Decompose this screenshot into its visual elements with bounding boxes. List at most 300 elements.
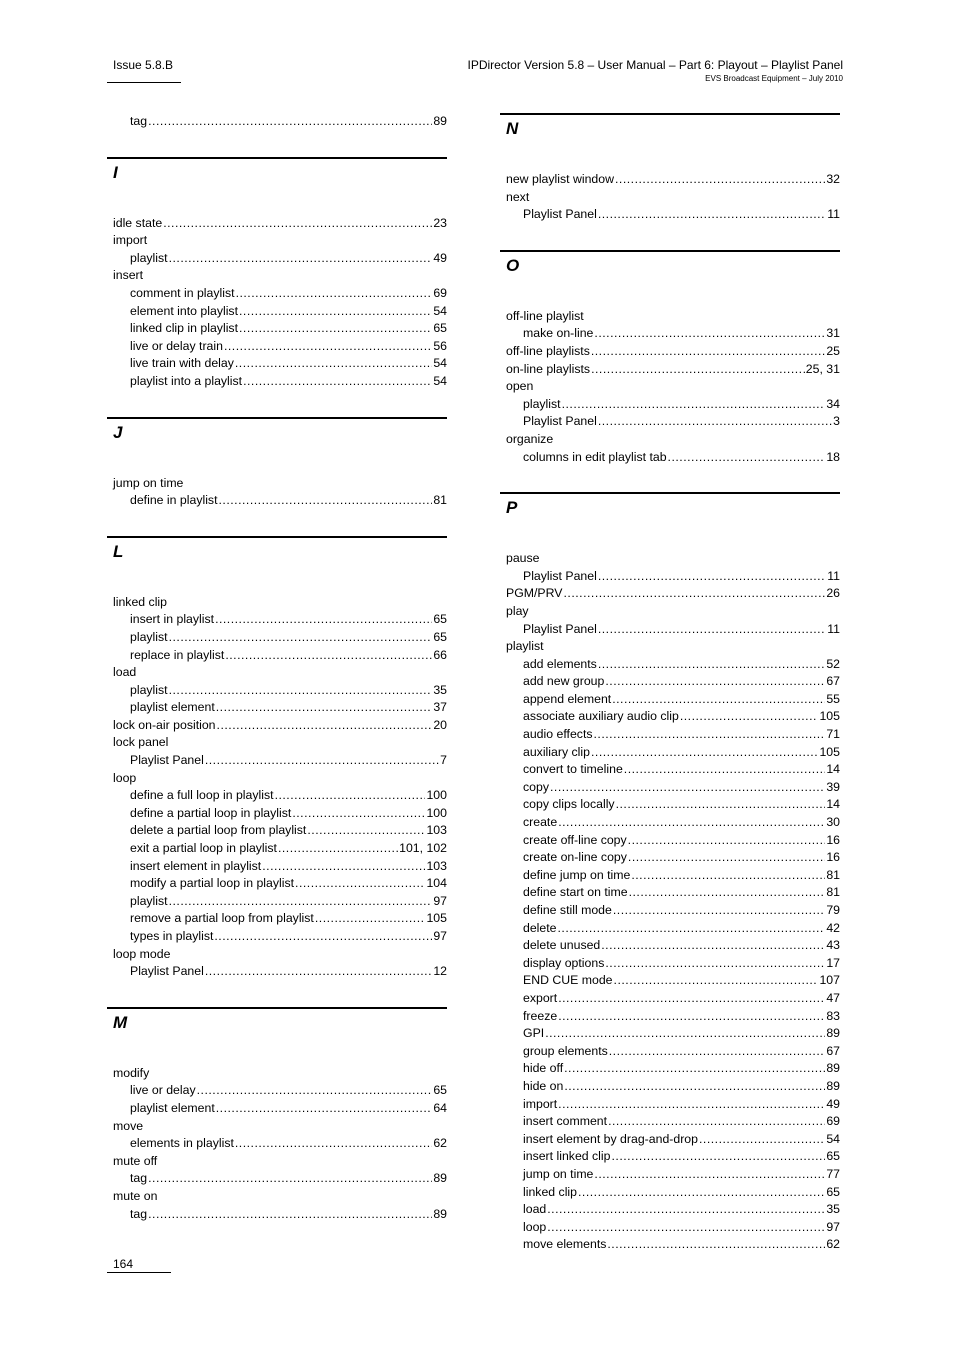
- dot-leader: [169, 629, 433, 647]
- index-term: copy: [523, 779, 549, 794]
- index-page-ref: 31: [826, 326, 840, 341]
- dot-leader: [315, 910, 426, 928]
- index-letter-heading: [107, 157, 447, 215]
- dot-leader: [594, 1166, 825, 1184]
- index-page-ref: 100: [426, 805, 447, 820]
- index-term: append element: [523, 691, 612, 706]
- dot-leader: [217, 717, 433, 735]
- footer-rule: [107, 1272, 171, 1273]
- index-page-ref: 30: [826, 815, 840, 830]
- index-subentry: [506, 656, 840, 674]
- index-subentry: [506, 990, 840, 1008]
- index-page-ref: 54: [433, 373, 447, 388]
- index-term: open: [506, 379, 534, 394]
- index-term: hide off: [523, 1061, 564, 1076]
- index-term: add new group: [523, 674, 605, 689]
- index-term: playlist: [506, 639, 544, 654]
- index-page-ref: 97: [826, 1219, 840, 1234]
- dot-leader: [239, 320, 432, 338]
- index-subentry: [113, 682, 447, 700]
- section-gap: [113, 131, 447, 157]
- dot-leader: [624, 761, 826, 779]
- index-page-ref: 18: [826, 449, 840, 464]
- index-term: load: [523, 1202, 547, 1217]
- index-page-ref: 25: [826, 343, 840, 358]
- index-subentry: [113, 338, 447, 356]
- index-subentry: [113, 285, 447, 303]
- index-subentry: [506, 325, 840, 343]
- dot-leader: [216, 1100, 433, 1118]
- index-entry: [113, 946, 447, 964]
- index-term: comment in playlist: [130, 285, 235, 300]
- index-term: loop: [113, 770, 137, 785]
- dot-leader: [550, 779, 825, 797]
- index-term: group elements: [523, 1043, 608, 1058]
- index-page-ref: 12: [433, 964, 447, 979]
- index-subentry: [113, 752, 447, 770]
- index-entry: [113, 232, 447, 250]
- index-subentry: [506, 206, 840, 224]
- index-page-ref: 66: [433, 647, 447, 662]
- index-subentry: [113, 805, 447, 823]
- index-subentry: [506, 449, 840, 467]
- index-term: tag: [130, 1206, 148, 1221]
- index-page-ref: 55: [826, 691, 840, 706]
- index-subentry: [113, 1082, 447, 1100]
- dot-leader: [558, 814, 825, 832]
- index-page-ref: 3: [833, 414, 840, 429]
- index-subentry: [113, 822, 447, 840]
- index-term: Playlist Panel: [523, 568, 597, 583]
- dot-leader: [608, 1113, 825, 1131]
- index-page-ref: 67: [826, 674, 840, 689]
- index-subentry: [506, 761, 840, 779]
- index-term: modify: [113, 1065, 150, 1080]
- index-page-ref: 100: [426, 788, 447, 803]
- index-column-right: [506, 113, 840, 1254]
- index-subentry: [113, 893, 447, 911]
- index-page-ref: 11: [827, 568, 840, 583]
- dot-leader: [205, 963, 432, 981]
- dot-leader: [628, 849, 825, 867]
- index-page-ref: 65: [826, 1149, 840, 1164]
- index-term: delete a partial loop from playlist: [130, 823, 307, 838]
- index-term: jump on time: [523, 1166, 594, 1181]
- dot-leader: [605, 673, 825, 691]
- dot-leader: [225, 647, 432, 665]
- section-gap: [506, 466, 840, 492]
- index-subentry: [506, 779, 840, 797]
- index-subentry: [113, 840, 447, 858]
- index-page-ref: 89: [826, 1026, 840, 1041]
- index-letter-heading: [500, 250, 840, 308]
- index-term: remove a partial loop from playlist: [130, 911, 314, 926]
- dot-leader: [547, 1219, 825, 1237]
- index-page-ref: 71: [826, 727, 840, 742]
- index-subentry: [113, 1135, 447, 1153]
- dot-leader: [631, 867, 825, 885]
- index-term: insert element in playlist: [130, 858, 262, 873]
- index-term: load: [113, 665, 137, 680]
- dot-leader: [197, 1082, 433, 1100]
- dot-leader: [558, 1096, 825, 1114]
- index-term: playlist into a playlist: [130, 373, 243, 388]
- dot-leader: [236, 285, 433, 303]
- dot-leader: [558, 1008, 825, 1026]
- index-term: off-line playlists: [506, 343, 590, 358]
- dot-leader: [235, 1135, 432, 1153]
- index-subentry: [113, 928, 447, 946]
- index-term: audio effects: [523, 727, 593, 742]
- index-page-ref: 62: [433, 1136, 447, 1151]
- index-term: END CUE mode: [523, 973, 613, 988]
- index-term: make on-line: [523, 326, 594, 341]
- index-page-ref: 23: [433, 215, 447, 230]
- dot-leader: [578, 1184, 825, 1202]
- index-subentry: [506, 413, 840, 431]
- index-letter-heading: [500, 492, 840, 550]
- index-page-ref: 25, 31: [805, 361, 840, 376]
- index-term: modify a partial loop in playlist: [130, 876, 295, 891]
- index-term: define a partial loop in playlist: [130, 805, 292, 820]
- index-page-ref: 11: [827, 621, 840, 636]
- index-page-ref: 97: [433, 893, 447, 908]
- dot-leader: [564, 1060, 825, 1078]
- dot-leader: [169, 893, 433, 911]
- index-page-ref: 43: [826, 938, 840, 953]
- dot-leader: [614, 972, 819, 990]
- index-subentry: [113, 113, 447, 131]
- index-term: linked clip: [523, 1184, 577, 1199]
- index-page-ref: 52: [826, 656, 840, 671]
- index-term: jump on time: [113, 475, 184, 490]
- index-letter: L: [113, 541, 124, 561]
- index-letter: P: [506, 498, 518, 518]
- index-term: Playlist Panel: [523, 621, 597, 636]
- index-page-ref: 69: [826, 1114, 840, 1129]
- dot-leader: [295, 875, 425, 893]
- index-entry: [506, 189, 840, 207]
- index-term: convert to timeline: [523, 762, 623, 777]
- index-term: live or delay train: [130, 338, 223, 353]
- index-term: exit a partial loop in playlist: [130, 841, 277, 856]
- index-page-ref: 65: [433, 321, 447, 336]
- index-subentry: [506, 568, 840, 586]
- index-subentry: [506, 1131, 840, 1149]
- index-page-ref: 37: [433, 700, 447, 715]
- dot-leader: [215, 611, 432, 629]
- index-term: auxiliary clip: [523, 744, 590, 759]
- index-subentry: [113, 320, 447, 338]
- dot-leader: [564, 585, 826, 603]
- index-subentry: [113, 1206, 447, 1224]
- index-subentry: [506, 1166, 840, 1184]
- index-term: Playlist Panel: [523, 414, 597, 429]
- dot-leader: [307, 822, 425, 840]
- index-page-ref: 49: [826, 1096, 840, 1111]
- dot-leader: [598, 621, 826, 639]
- index-subentry: [113, 1170, 447, 1188]
- dot-leader: [262, 858, 425, 876]
- index-page-ref: 89: [433, 114, 447, 128]
- index-entry: [506, 431, 840, 449]
- index-subentry: [506, 1060, 840, 1078]
- dot-leader: [148, 1170, 432, 1188]
- header-left-rule: [107, 82, 181, 83]
- index-page-ref: 14: [826, 797, 840, 812]
- index-page-ref: 42: [826, 920, 840, 935]
- dot-leader: [547, 1201, 825, 1219]
- index-subentry: [506, 814, 840, 832]
- dot-leader: [699, 1131, 825, 1149]
- index-subentry: [506, 1201, 840, 1219]
- index-page-ref: 54: [433, 356, 447, 371]
- index-term: replace in playlist: [130, 647, 225, 662]
- dot-leader: [668, 449, 826, 467]
- dot-leader: [598, 413, 832, 431]
- index-page-ref: 79: [826, 903, 840, 917]
- index-page-ref: 62: [826, 1237, 840, 1252]
- index-term: insert linked clip: [523, 1149, 611, 1164]
- index-subentry: [506, 1043, 840, 1061]
- dot-leader: [558, 920, 826, 938]
- index-entry: [113, 1065, 447, 1083]
- index-term: linked clip in playlist: [130, 321, 238, 336]
- index-subentry: [506, 1148, 840, 1166]
- dot-leader: [601, 937, 825, 955]
- index-term: linked clip: [113, 594, 167, 609]
- index-page-ref: 83: [826, 1008, 840, 1023]
- index-entry: [506, 308, 840, 326]
- index-term: delete unused: [523, 938, 601, 953]
- dot-leader: [169, 682, 433, 700]
- index-page-ref: 103: [426, 823, 447, 838]
- index-subentry: [506, 972, 840, 990]
- index-subentry: [506, 621, 840, 639]
- index-subentry: [113, 787, 447, 805]
- index-term: mute on: [113, 1188, 158, 1203]
- header-issue: Issue 5.8.B: [113, 58, 174, 72]
- index-term: new playlist window: [506, 172, 614, 186]
- index-entry: [113, 734, 447, 752]
- index-subentry: [506, 937, 840, 955]
- index-page-ref: 103: [426, 858, 447, 873]
- index-term: lock panel: [113, 735, 169, 750]
- index-term: export: [523, 990, 558, 1005]
- dot-leader: [609, 1043, 826, 1061]
- index-subentry: [113, 250, 447, 268]
- index-page-ref: 39: [826, 779, 840, 794]
- index-subentry: [506, 1236, 840, 1254]
- index-subentry: [113, 629, 447, 647]
- index-page-ref: 104: [426, 876, 447, 891]
- index-term: create on-line copy: [523, 850, 627, 865]
- index-term: playlist: [130, 682, 168, 697]
- index-page-ref: 77: [826, 1166, 840, 1181]
- index-letter-heading: [107, 417, 447, 475]
- index-page-ref: 16: [826, 850, 840, 865]
- index-page-ref: 34: [826, 396, 840, 411]
- index-subentry: [506, 1078, 840, 1096]
- index-page-ref: 49: [433, 250, 447, 265]
- index-term: playlist: [130, 893, 168, 908]
- index-term: mute off: [113, 1153, 158, 1168]
- index-subentry: [113, 1100, 447, 1118]
- index-term: organize: [506, 431, 554, 446]
- index-term: elements in playlist: [130, 1136, 234, 1151]
- dot-leader: [607, 1236, 825, 1254]
- index-subentry: [506, 744, 840, 762]
- dot-leader: [558, 990, 825, 1008]
- index-term: GPI: [523, 1026, 545, 1041]
- dot-leader: [148, 113, 432, 131]
- index-term: define a full loop in playlist: [130, 788, 274, 803]
- index-entry: [113, 475, 447, 493]
- dot-leader: [216, 699, 433, 717]
- index-page-ref: 81: [826, 885, 840, 900]
- index-subentry: [113, 647, 447, 665]
- index-entry: [113, 1118, 447, 1136]
- index-letter: O: [506, 255, 520, 275]
- index-term: move: [113, 1118, 144, 1133]
- index-page-ref: 107: [819, 973, 840, 988]
- index-term: playlist: [130, 629, 168, 644]
- index-page-ref: 35: [826, 1202, 840, 1217]
- dot-leader: [598, 656, 825, 674]
- index-term: next: [506, 189, 530, 204]
- index-term: idle state: [113, 215, 163, 230]
- dot-leader: [605, 955, 825, 973]
- dot-leader: [613, 902, 825, 920]
- dot-leader: [629, 884, 826, 902]
- index-subentry: [506, 849, 840, 867]
- dot-leader: [224, 338, 432, 356]
- dot-leader: [562, 396, 826, 414]
- index-page-ref: 64: [433, 1100, 447, 1115]
- index-entry: [113, 1188, 447, 1206]
- index-term: insert comment: [523, 1114, 608, 1129]
- index-letter: J: [113, 422, 123, 442]
- index-page-ref: 65: [433, 612, 447, 627]
- index-page-ref: 14: [826, 762, 840, 777]
- index-subentry: [506, 1184, 840, 1202]
- index-page-ref: 65: [433, 629, 447, 644]
- index-subentry: [506, 1025, 840, 1043]
- index-letter-heading: [107, 536, 447, 594]
- index-letter-heading: [107, 1007, 447, 1065]
- index-page-ref: 20: [433, 717, 447, 732]
- dot-leader: [564, 1078, 825, 1096]
- index-page-ref: 65: [826, 1184, 840, 1199]
- index-entry: [113, 215, 447, 233]
- index-page-ref: 89: [433, 1171, 447, 1186]
- index-entry: [506, 585, 840, 603]
- section-gap: [113, 981, 447, 1007]
- index-subentry: [113, 303, 447, 321]
- index-subentry: [506, 884, 840, 902]
- index-term: on-line playlists: [506, 361, 591, 376]
- index-subentry: [113, 963, 447, 981]
- index-term: copy clips locally: [523, 797, 615, 812]
- index-term: columns in edit playlist tab: [523, 449, 667, 464]
- index-column-left: [113, 113, 447, 1223]
- index-subentry: [506, 396, 840, 414]
- index-entry: [113, 770, 447, 788]
- index-term: import: [113, 233, 148, 248]
- dot-leader: [169, 250, 433, 268]
- section-gap: [113, 510, 447, 536]
- dot-leader: [611, 1148, 825, 1166]
- index-subentry: [506, 1096, 840, 1114]
- index-page-ref: 89: [826, 1078, 840, 1093]
- dot-leader: [219, 492, 433, 510]
- header-title: IPDirector Version 5.8 – User Manual – Part 6: Playout – Playlist Panel: [467, 58, 843, 72]
- index-page-ref: 54: [826, 1131, 840, 1146]
- dot-leader: [594, 325, 825, 343]
- index-subentry: [113, 373, 447, 391]
- index-letter: M: [113, 1012, 128, 1032]
- index-term: move elements: [523, 1237, 607, 1252]
- index-term: insert: [113, 268, 144, 283]
- index-letter-heading: [500, 113, 840, 171]
- index-term: playlist: [130, 250, 168, 265]
- dot-leader: [275, 787, 426, 805]
- dot-leader: [148, 1206, 432, 1224]
- dot-leader: [591, 343, 825, 361]
- index-page-ref: 97: [433, 929, 447, 943]
- index-subentry: [506, 1008, 840, 1026]
- section-gap: [506, 224, 840, 250]
- dot-leader: [163, 215, 432, 233]
- index-term: display options: [523, 955, 605, 970]
- header-right: [467, 58, 843, 83]
- index-term: tag: [130, 114, 148, 128]
- index-term: define in playlist: [130, 493, 218, 508]
- index-entry: [506, 638, 840, 656]
- index-subentry: [506, 920, 840, 938]
- index-subentry: [113, 910, 447, 928]
- dot-leader: [591, 361, 805, 379]
- page-number: 164: [113, 1257, 134, 1271]
- index-page-ref: 16: [826, 832, 840, 847]
- index-term: hide on: [523, 1078, 564, 1093]
- index-term: playlist: [523, 396, 561, 411]
- index-term: insert element by drag-and-drop: [523, 1131, 698, 1146]
- dot-leader: [598, 568, 826, 586]
- index-page-ref: 7: [440, 753, 447, 768]
- index-page-ref: 17: [826, 955, 840, 970]
- dot-leader: [243, 373, 432, 391]
- index-subentry: [506, 1219, 840, 1237]
- dot-leader: [205, 752, 439, 770]
- index-term: import: [523, 1096, 558, 1111]
- index-term: freeze: [523, 1008, 558, 1023]
- index-term: pause: [506, 551, 540, 566]
- index-term: lock on-air position: [113, 717, 216, 732]
- index-entry: [506, 378, 840, 396]
- index-page-ref: 32: [826, 172, 840, 186]
- index-entry: [113, 664, 447, 682]
- index-subentry: [113, 492, 447, 510]
- index-term: types in playlist: [130, 929, 214, 943]
- index-page-ref: 105: [819, 709, 840, 724]
- index-term: off-line playlist: [506, 308, 584, 323]
- dot-leader: [545, 1025, 825, 1043]
- index-entry: [113, 1153, 447, 1171]
- index-subentry: [506, 673, 840, 691]
- index-term: create: [523, 815, 558, 830]
- index-term: insert in playlist: [130, 612, 215, 627]
